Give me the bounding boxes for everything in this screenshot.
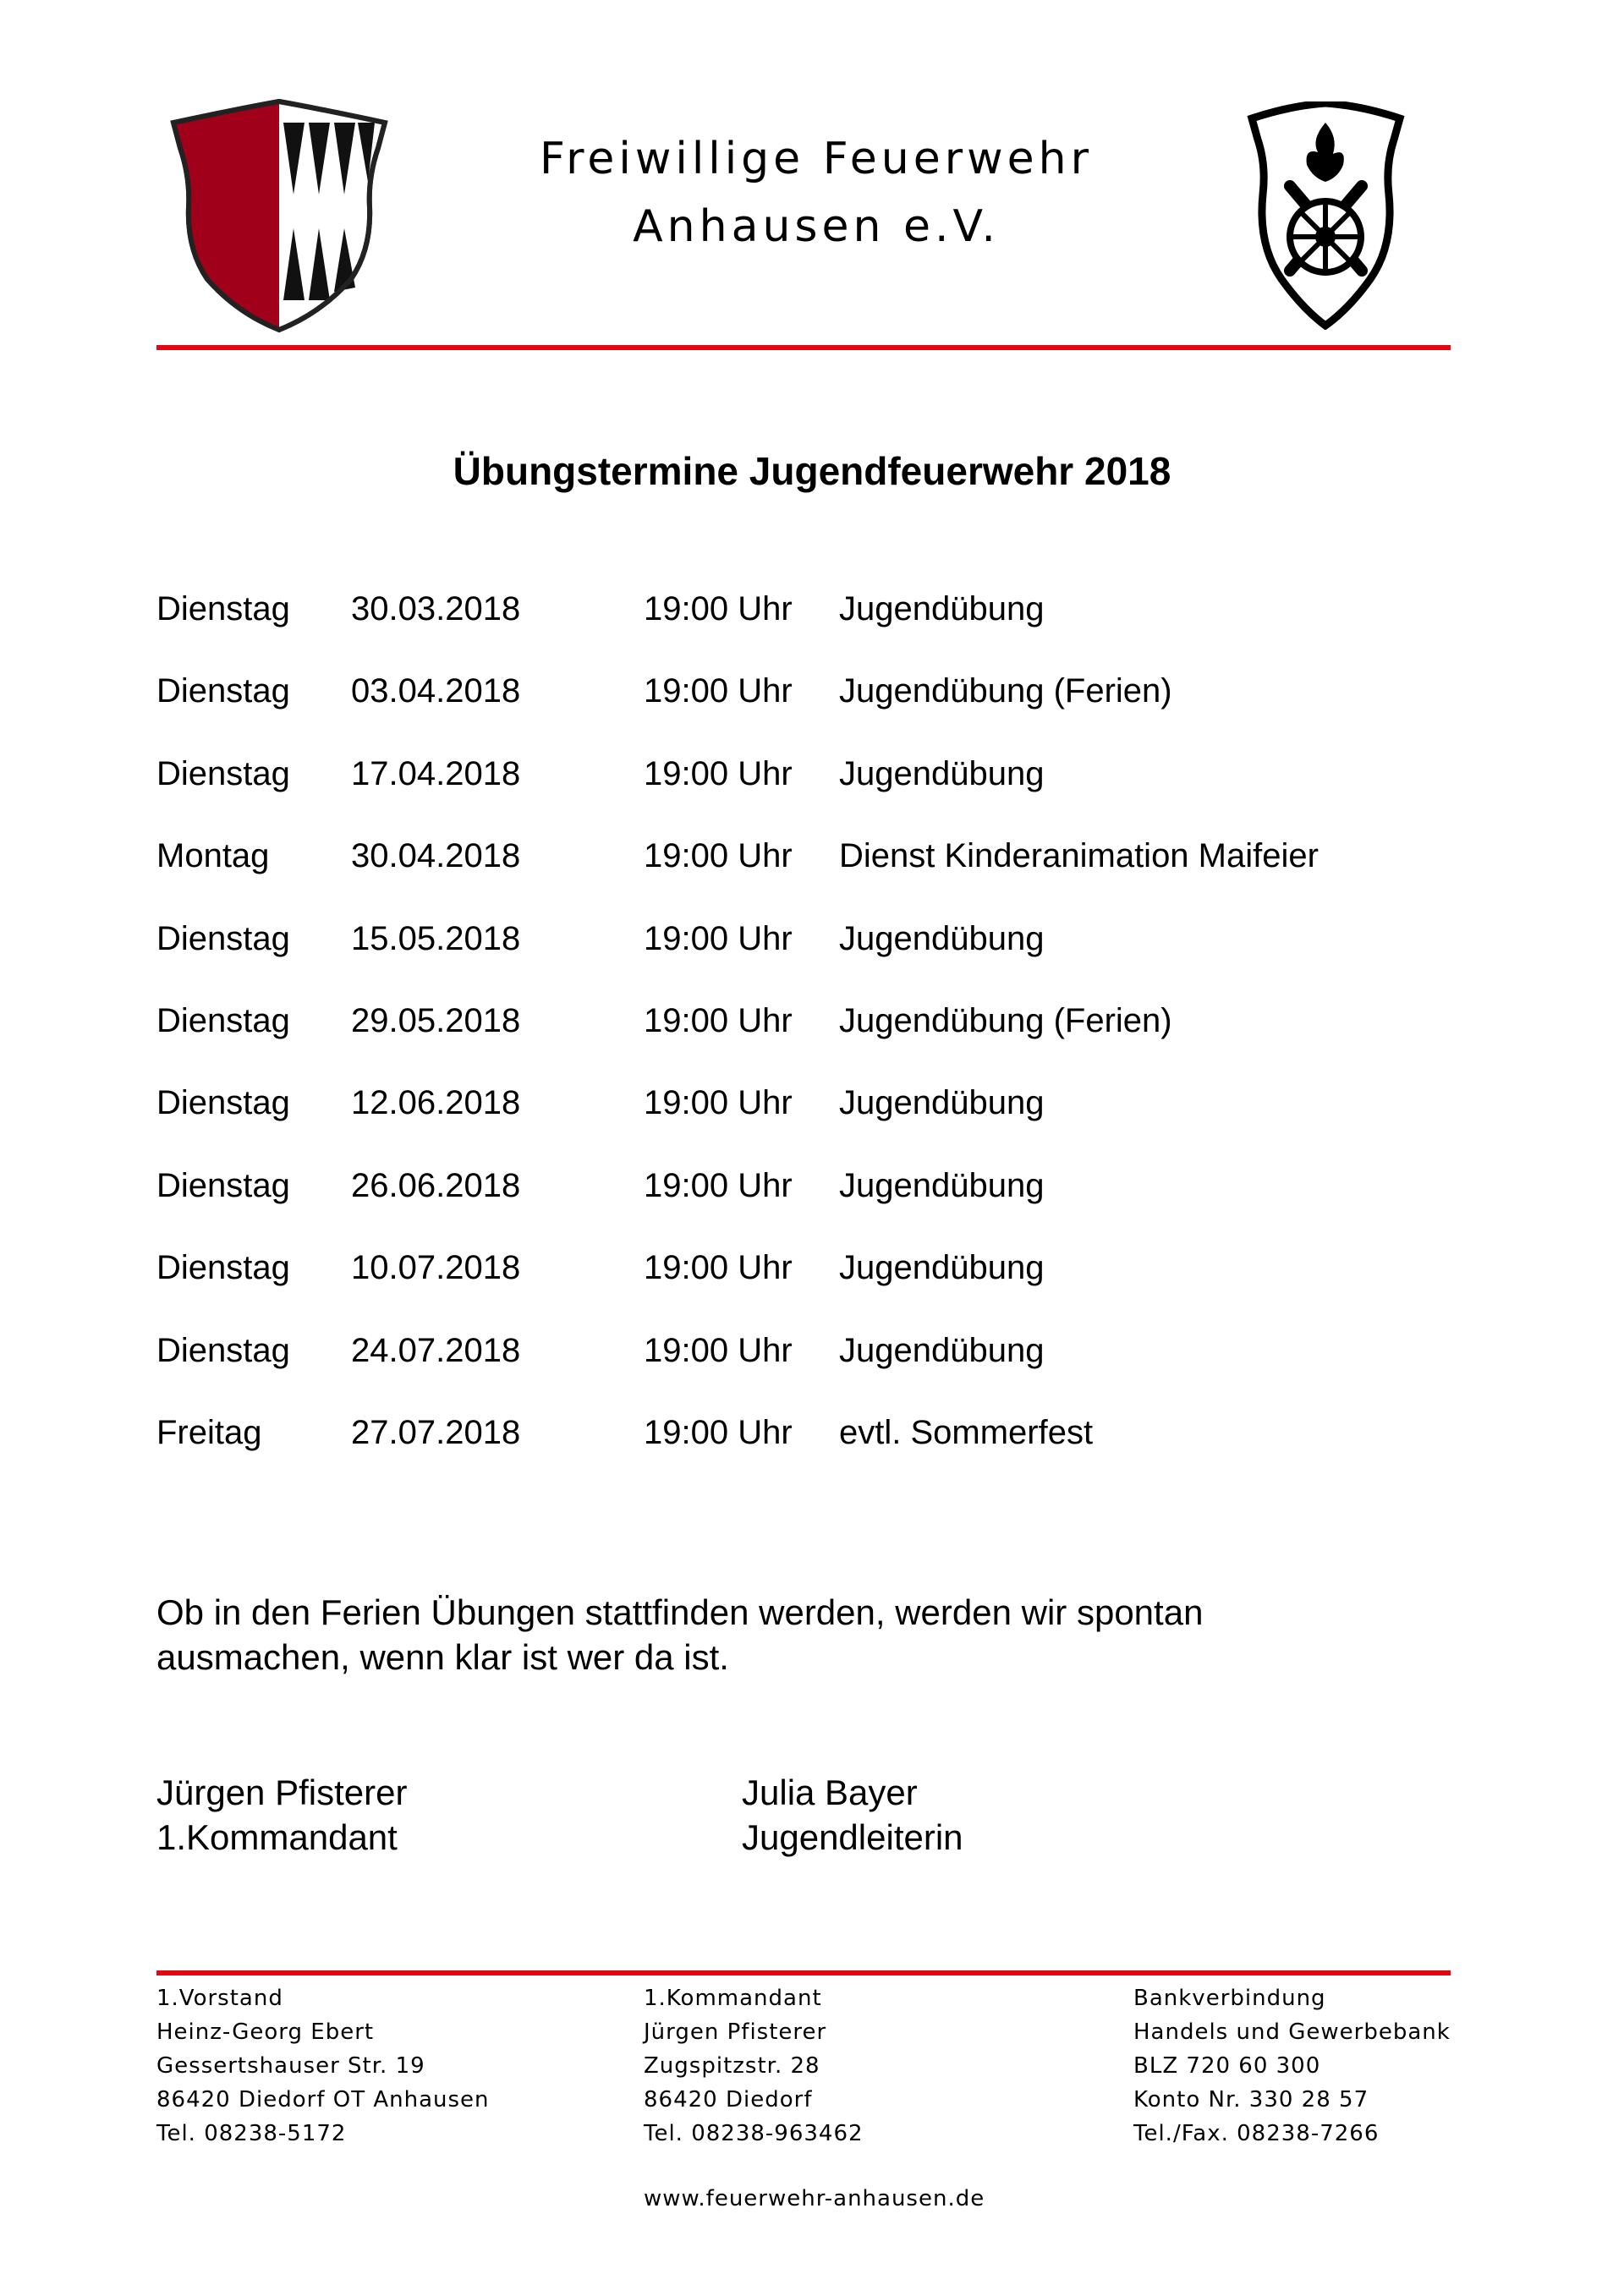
schedule-day: Freitag xyxy=(156,1413,262,1451)
schedule-row xyxy=(156,1164,1425,1247)
website-link[interactable]: www.feuerwehr-anhausen.de xyxy=(644,2186,985,2211)
footer-line: Handels und Gewerbebank xyxy=(1133,2019,1451,2045)
footer-line: 86420 Diedorf OT Anhausen xyxy=(156,2087,490,2112)
footer-line: Jürgen Pfisterer xyxy=(644,2019,827,2045)
footer-bank-details xyxy=(1133,1981,1451,2151)
schedule-event: evtl. Sommerfest xyxy=(839,1413,1094,1451)
signature-role: 1.Kommandant xyxy=(156,1817,398,1857)
schedule-date: 30.03.2018 xyxy=(351,590,521,627)
header-divider xyxy=(156,345,1451,350)
schedule-time: 19:00 Uhr xyxy=(644,1166,793,1204)
schedule-event: Jugendübung xyxy=(839,1084,1045,1122)
footer-board-chair xyxy=(156,1981,490,2151)
footer-line: 1.Kommandant xyxy=(644,1986,822,2011)
schedule-row xyxy=(156,670,1425,752)
signature-name: Julia Bayer xyxy=(742,1773,918,1812)
schedule-time: 19:00 Uhr xyxy=(644,1413,793,1451)
footer-line: BLZ 720 60 300 xyxy=(1133,2053,1321,2079)
schedule-row xyxy=(156,1329,1425,1411)
schedule-date: 03.04.2018 xyxy=(351,672,521,710)
footer-line: 1.Vorstand xyxy=(156,1986,283,2011)
footer-line: Tel./Fax. 08238-7266 xyxy=(1133,2121,1380,2146)
schedule-day: Dienstag xyxy=(156,1166,290,1204)
signature-youth-leader xyxy=(742,1770,963,1860)
organization-name-line2: Anhausen e.V. xyxy=(633,201,1000,252)
schedule-event: Jugendübung xyxy=(839,1331,1045,1369)
schedule-time: 19:00 Uhr xyxy=(644,672,793,710)
schedule-time: 19:00 Uhr xyxy=(644,1249,793,1287)
schedule-event: Jugendübung (Ferien) xyxy=(839,1001,1172,1039)
schedule-row xyxy=(156,588,1425,670)
schedule-day: Dienstag xyxy=(156,1001,290,1039)
schedule-event: Jugendübung xyxy=(839,754,1045,792)
schedule-date: 15.05.2018 xyxy=(351,919,521,957)
footer-line: Gessertshauser Str. 19 xyxy=(156,2053,425,2079)
schedule-row xyxy=(156,1411,1425,1493)
holiday-note-line2: ausmachen, wenn klar ist wer da ist. xyxy=(156,1637,729,1677)
schedule-date: 12.06.2018 xyxy=(351,1084,521,1122)
schedule-event: Jugendübung xyxy=(839,590,1045,627)
footer-line: Konto Nr. 330 28 57 xyxy=(1133,2087,1369,2112)
schedule-date: 10.07.2018 xyxy=(351,1249,521,1287)
signature-commander xyxy=(156,1770,407,1860)
schedule-event: Jugendübung xyxy=(839,1166,1045,1204)
schedule-list xyxy=(156,588,1425,1493)
footer-line: Zugspitzstr. 28 xyxy=(644,2053,820,2079)
schedule-day: Dienstag xyxy=(156,754,290,792)
schedule-event: Dienst Kinderanimation Maifeier xyxy=(839,837,1319,875)
schedule-date: 30.04.2018 xyxy=(351,837,521,875)
schedule-row xyxy=(156,918,1425,1000)
schedule-event: Jugendübung xyxy=(839,919,1045,957)
schedule-event: Jugendübung xyxy=(839,1249,1045,1287)
schedule-time: 19:00 Uhr xyxy=(644,590,793,627)
schedule-time: 19:00 Uhr xyxy=(644,837,793,875)
schedule-day: Dienstag xyxy=(156,1084,290,1122)
schedule-day: Dienstag xyxy=(156,919,290,957)
footer-commander xyxy=(644,1981,864,2151)
schedule-date: 29.05.2018 xyxy=(351,1001,521,1039)
schedule-row xyxy=(156,1000,1425,1082)
footer-line: 86420 Diedorf xyxy=(644,2087,813,2112)
schedule-day: Dienstag xyxy=(156,1331,290,1369)
schedule-row xyxy=(156,835,1425,917)
municipal-crest-icon xyxy=(156,97,402,334)
schedule-time: 19:00 Uhr xyxy=(644,1001,793,1039)
schedule-time: 19:00 Uhr xyxy=(644,919,793,957)
schedule-time: 19:00 Uhr xyxy=(644,1084,793,1122)
schedule-day: Montag xyxy=(156,837,270,875)
footer-line: Bankverbindung xyxy=(1133,1986,1326,2011)
schedule-day: Dienstag xyxy=(156,1249,290,1287)
footer-line: Tel. 08238-963462 xyxy=(644,2121,864,2146)
schedule-day: Dienstag xyxy=(156,590,290,627)
organization-name xyxy=(423,125,1210,260)
organization-name-line1: Freiwillige Feuerwehr xyxy=(540,134,1093,184)
schedule-time: 19:00 Uhr xyxy=(644,1331,793,1369)
footer-line: Tel. 08238-5172 xyxy=(156,2121,347,2146)
schedule-row xyxy=(156,1082,1425,1164)
holiday-note xyxy=(156,1590,1425,1680)
footer-divider xyxy=(156,1970,1451,1975)
fire-brigade-emblem-icon xyxy=(1243,101,1408,330)
schedule-date: 24.07.2018 xyxy=(351,1331,521,1369)
schedule-time: 19:00 Uhr xyxy=(644,754,793,792)
schedule-date: 26.06.2018 xyxy=(351,1166,521,1204)
signature-name: Jürgen Pfisterer xyxy=(156,1773,408,1812)
schedule-date: 17.04.2018 xyxy=(351,754,521,792)
schedule-day: Dienstag xyxy=(156,672,290,710)
footer-line: Heinz-Georg Ebert xyxy=(156,2019,375,2045)
schedule-date: 27.07.2018 xyxy=(351,1413,521,1451)
schedule-row xyxy=(156,753,1425,835)
schedule-event: Jugendübung (Ferien) xyxy=(839,672,1172,710)
page-title: Übungstermine Jugendfeuerwehr 2018 xyxy=(453,449,1171,493)
signature-role: Jugendleiterin xyxy=(742,1817,963,1857)
schedule-row xyxy=(156,1247,1425,1329)
holiday-note-line1: Ob in den Ferien Übungen stattfinden werden, werden wir spontan xyxy=(156,1592,1204,1632)
